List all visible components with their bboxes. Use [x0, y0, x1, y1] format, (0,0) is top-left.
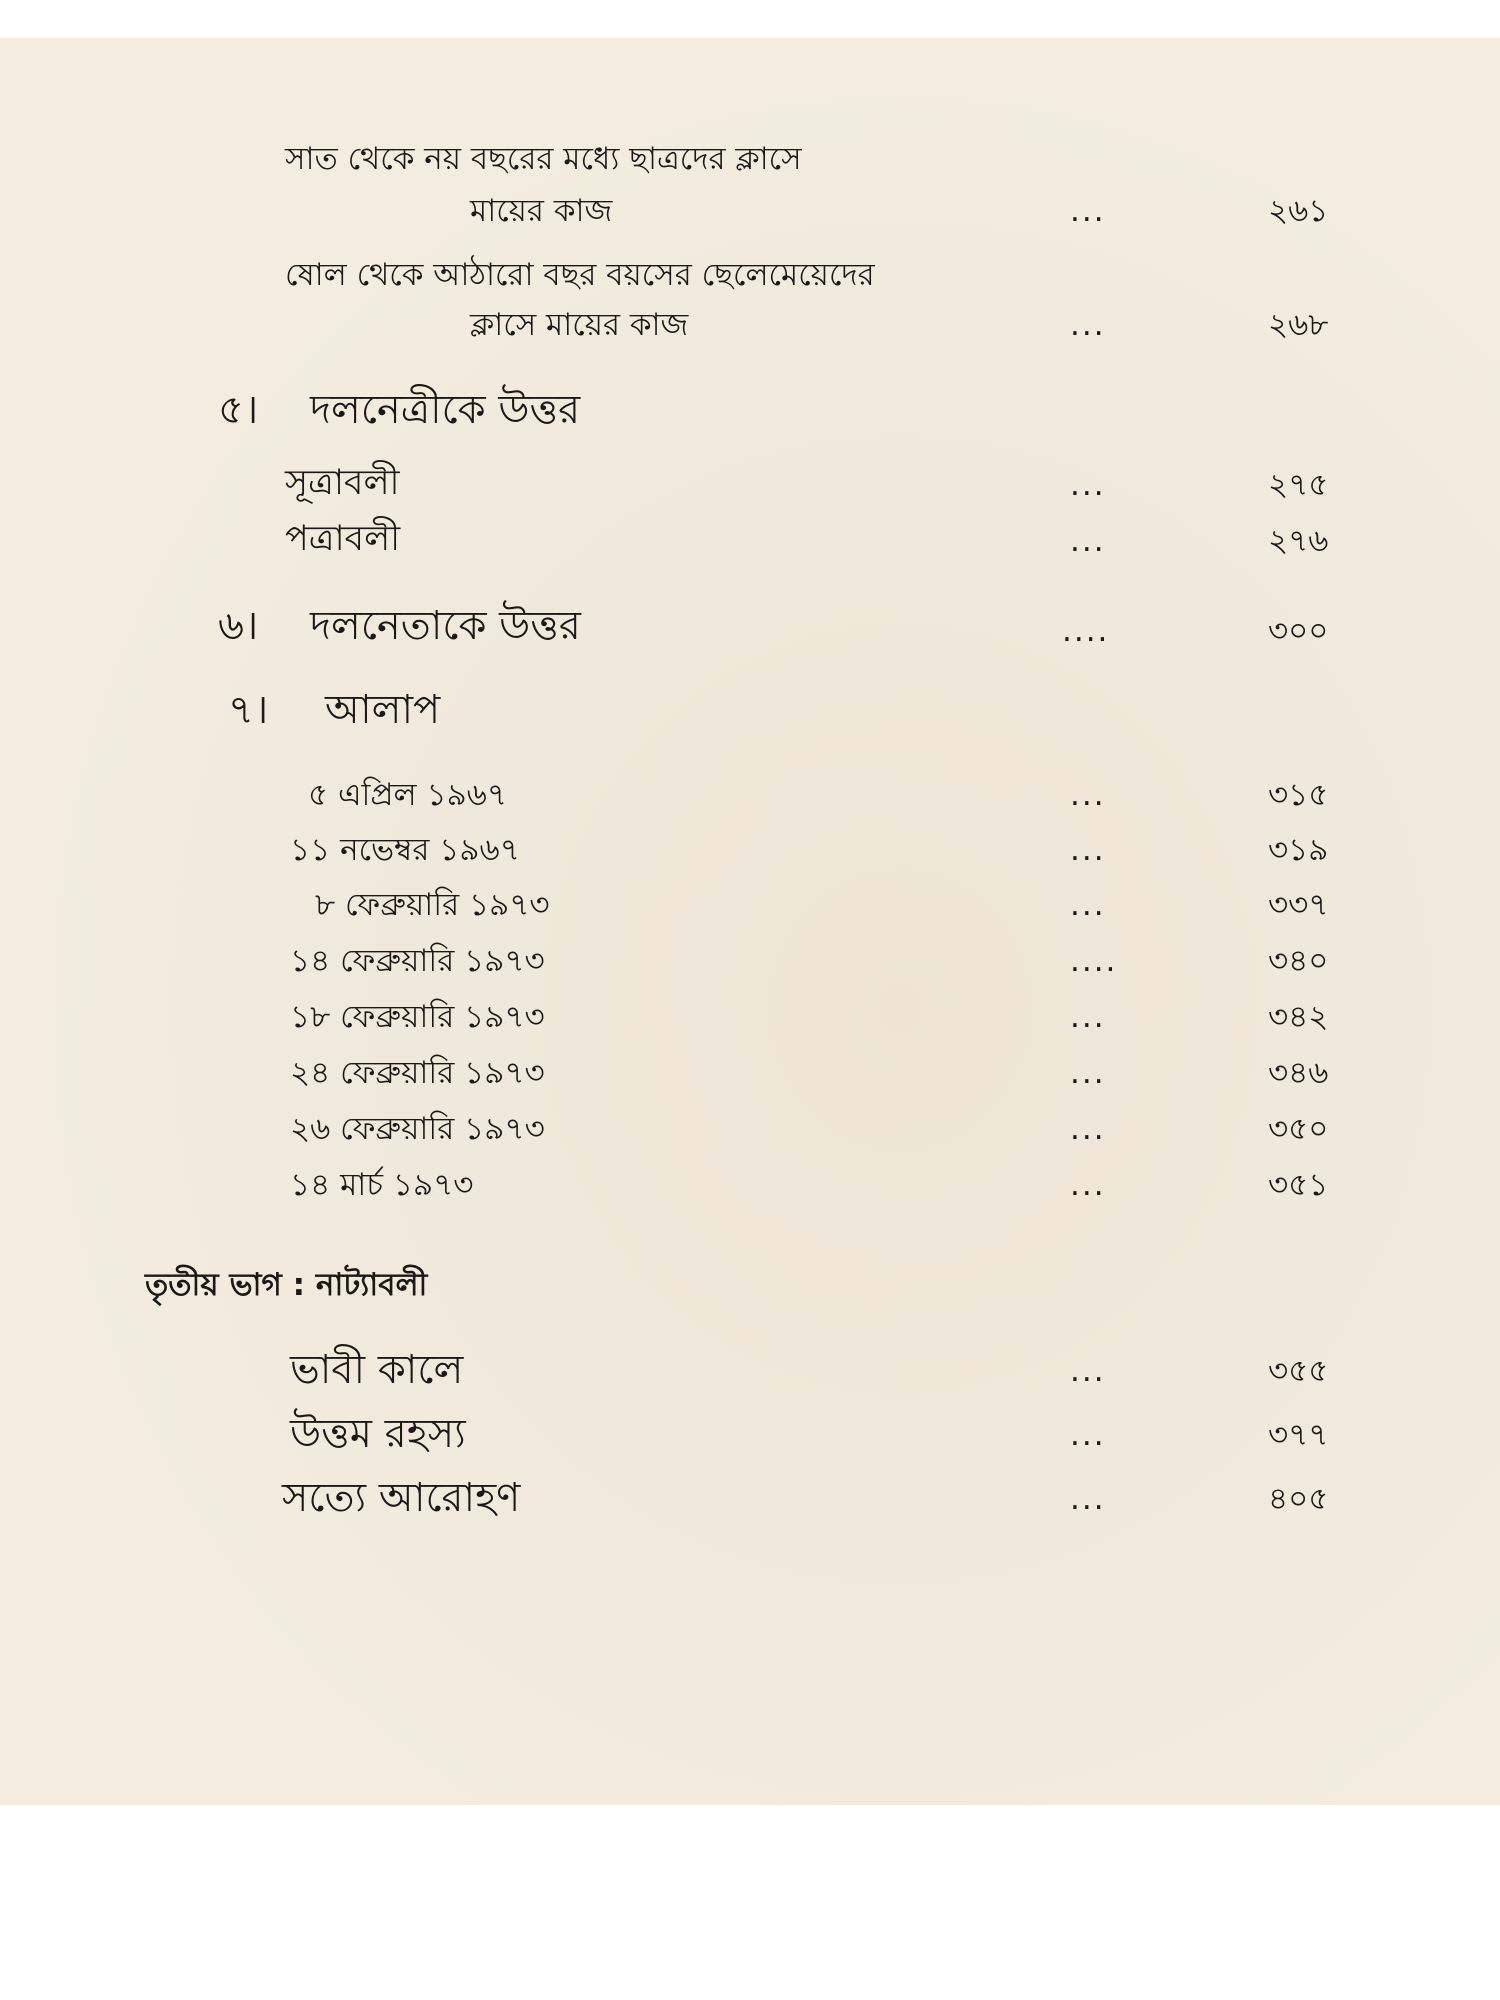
toc-page-number: ৩৫৫	[1268, 1353, 1329, 1389]
toc-leader-dots: ...	[1070, 193, 1106, 229]
toc-entry-label: ২৬ ফেব্রুয়ারি ১৯৭৩	[290, 1111, 545, 1147]
section-number: ৫।	[218, 387, 259, 433]
toc-leader-dots: ...	[1070, 1167, 1106, 1203]
toc-leader-dots: ...	[1070, 999, 1106, 1035]
toc-leader-dots: ...	[1070, 1481, 1106, 1517]
toc-entry-label: ২৪ ফেব্রুয়ারি ১৯৭৩	[290, 1055, 545, 1091]
toc-leader-dots: ....	[1062, 613, 1110, 649]
toc-page-number: ৩৫১	[1268, 1167, 1329, 1203]
toc-page-number: ৩৩৭	[1268, 887, 1329, 923]
toc-page-number: ৩৭৭	[1268, 1417, 1329, 1453]
toc-entry-label: পত্রাবলী	[285, 519, 401, 559]
toc-entry-label: ৫ এপ্রিল ১৯৬৭	[308, 777, 508, 813]
toc-page-number: ২৭৬	[1268, 523, 1329, 559]
toc-entry-line: ক্লাসে মায়ের কাজ	[470, 307, 689, 343]
toc-entry-label: ১৪ ফেব্রুয়ারি ১৯৭৩	[290, 943, 545, 979]
toc-page-number: ৩৪৬	[1268, 1055, 1329, 1091]
toc-entry-label: সত্যে আরোহণ	[282, 1475, 521, 1521]
toc-leader-dots: ...	[1070, 307, 1106, 343]
toc-page-number: ৩৪২	[1268, 999, 1329, 1035]
toc-entry-label: ১৮ ফেব্রুয়ারি ১৯৭৩	[290, 999, 545, 1035]
toc-leader-dots: ...	[1070, 1417, 1106, 1453]
toc-entry-label: ১৪ মার্চ ১৯৭৩	[290, 1167, 474, 1203]
toc-page-number: ২৬৮	[1268, 307, 1329, 343]
toc-page-number: ৩১৯	[1268, 832, 1329, 868]
toc-page-number: ৩৪০	[1268, 943, 1329, 979]
section-number: ৭।	[228, 687, 269, 733]
section-number: ৬।	[218, 603, 259, 649]
toc-entry-label: সূত্রাবলী	[285, 463, 400, 503]
toc-leader-dots: ...	[1070, 777, 1106, 813]
toc-entry-label: ৮ ফেব্রুয়ারি ১৯৭৩	[315, 887, 550, 923]
toc-entry-label: ১১ নভেম্বর ১৯৬৭	[290, 832, 520, 868]
toc-entry-line: ষোল থেকে আঠারো বছর বয়সের ছেলেমেয়েদের	[285, 257, 875, 293]
toc-page-number: ৩৫০	[1268, 1111, 1329, 1147]
toc-entry-line: সাত থেকে নয় বছরের মধ্যে ছাত্রদের ক্লাসে	[285, 141, 802, 177]
toc-page-number: ২৬১	[1268, 193, 1329, 229]
toc-page-number: ২৭৫	[1268, 467, 1329, 503]
toc-page-number: ৩০০	[1268, 613, 1329, 649]
toc-leader-dots: ...	[1070, 523, 1106, 559]
toc-page-number: ৩১৫	[1268, 777, 1329, 813]
toc-entry-label: উত্তম রহস্য	[290, 1411, 466, 1457]
section-title: দলনেতাকে উত্তর	[310, 603, 581, 649]
book-page	[0, 38, 1500, 1805]
part-heading: তৃতীয় ভাগ : নাট্যাবলী	[145, 1267, 428, 1303]
toc-leader-dots: ...	[1070, 467, 1106, 503]
section-title: আলাপ	[325, 687, 441, 733]
toc-leader-dots: ...	[1070, 1055, 1106, 1091]
section-title: দলনেত্রীকে উত্তর	[310, 387, 581, 433]
toc-leader-dots: ...	[1070, 1353, 1106, 1389]
toc-page-number: ৪০৫	[1268, 1481, 1329, 1517]
toc-leader-dots: ...	[1070, 887, 1106, 923]
toc-leader-dots: ...	[1070, 832, 1106, 868]
toc-entry-label: ভাবী কালে	[290, 1347, 464, 1393]
toc-leader-dots: ....	[1070, 943, 1118, 979]
toc-leader-dots: ...	[1070, 1111, 1106, 1147]
toc-entry-line: মায়ের কাজ	[470, 193, 613, 229]
